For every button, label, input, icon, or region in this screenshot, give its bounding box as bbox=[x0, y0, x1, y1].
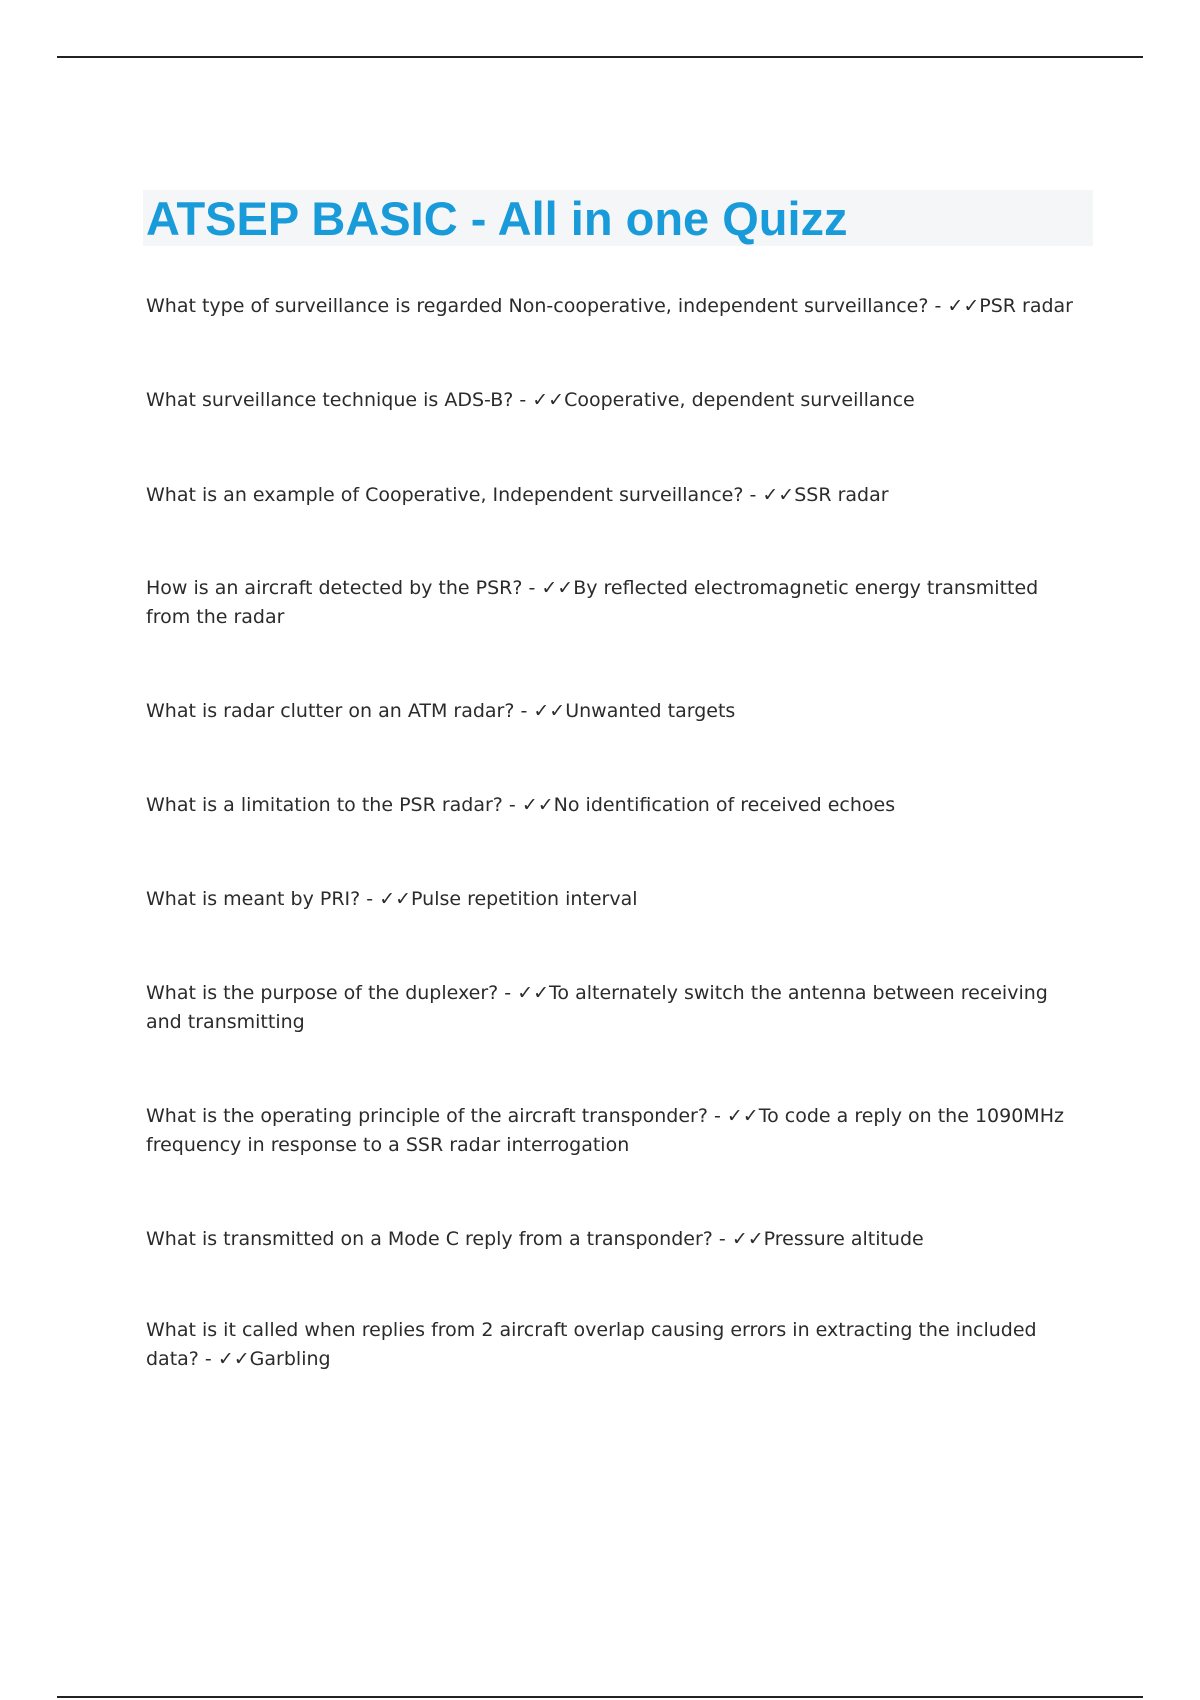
qa-item bbox=[146, 979, 1086, 1037]
bottom-rule bbox=[57, 1696, 1143, 1698]
separator: - bbox=[498, 982, 518, 1004]
answer-text: To code a reply on the 1090MHz frequency in response to a SSR radar interrogation bbox=[146, 1105, 1064, 1156]
qa-item bbox=[146, 1102, 1086, 1160]
top-rule bbox=[57, 56, 1143, 58]
check-mark-icon: ✓✓ bbox=[762, 484, 795, 506]
separator: - bbox=[502, 794, 522, 816]
question-text: What is radar clutter on an ATM radar? bbox=[146, 700, 515, 722]
qa-item bbox=[146, 1316, 1086, 1374]
check-mark-icon: ✓✓ bbox=[379, 888, 412, 910]
separator: - bbox=[198, 1348, 218, 1370]
question-text: What is meant by PRI? bbox=[146, 888, 361, 910]
answer-text: SSR radar bbox=[794, 484, 889, 506]
answer-text: PSR radar bbox=[979, 295, 1073, 317]
check-mark-icon: ✓✓ bbox=[731, 1228, 764, 1250]
question-text: What surveillance technique is ADS-B? bbox=[146, 389, 514, 411]
separator: - bbox=[514, 700, 534, 722]
question-text: What is the purpose of the duplexer? bbox=[146, 982, 499, 1004]
separator: - bbox=[513, 389, 533, 411]
qa-item bbox=[146, 292, 1086, 321]
answer-text: Cooperative, dependent surveillance bbox=[564, 389, 915, 411]
check-mark-icon: ✓✓ bbox=[541, 577, 574, 599]
answer-text: Pressure altitude bbox=[763, 1228, 924, 1250]
qa-item bbox=[146, 574, 1086, 632]
question-text: What is it called when replies from 2 aircraft overlap causing errors in extracting the included data? bbox=[146, 1319, 1037, 1370]
check-mark-icon: ✓✓ bbox=[517, 982, 550, 1004]
question-text: How is an aircraft detected by the PSR? bbox=[146, 577, 523, 599]
check-mark-icon: ✓✓ bbox=[217, 1348, 250, 1370]
qa-item bbox=[146, 697, 1086, 726]
check-mark-icon: ✓✓ bbox=[521, 794, 554, 816]
separator: - bbox=[707, 1105, 727, 1127]
check-mark-icon: ✓✓ bbox=[726, 1105, 759, 1127]
question-text: What is the operating principle of the aircraft transponder? bbox=[146, 1105, 708, 1127]
qa-item bbox=[146, 791, 1086, 820]
separator: - bbox=[743, 484, 763, 506]
check-mark-icon: ✓✓ bbox=[947, 295, 980, 317]
question-text: What is transmitted on a Mode C reply from a transponder? bbox=[146, 1228, 713, 1250]
question-text: What is a limitation to the PSR radar? bbox=[146, 794, 503, 816]
answer-text: By reflected electromagnetic energy transmitted from the radar bbox=[146, 577, 1039, 628]
qa-item bbox=[146, 1225, 1086, 1254]
document-title: ATSEP BASIC - All in one Quizz bbox=[146, 192, 848, 245]
separator: - bbox=[712, 1228, 732, 1250]
question-text: What type of surveillance is regarded Non-cooperative, independent surveillance? bbox=[146, 295, 929, 317]
separator: - bbox=[360, 888, 380, 910]
check-mark-icon: ✓✓ bbox=[532, 389, 565, 411]
qa-item bbox=[146, 481, 1086, 510]
check-mark-icon: ✓✓ bbox=[533, 700, 566, 722]
question-text: What is an example of Cooperative, Independent surveillance? bbox=[146, 484, 744, 506]
answer-text: Garbling bbox=[249, 1348, 331, 1370]
separator: - bbox=[522, 577, 542, 599]
answer-text: Unwanted targets bbox=[565, 700, 736, 722]
qa-item bbox=[146, 885, 1086, 914]
answer-text: Pulse repetition interval bbox=[411, 888, 638, 910]
answer-text: To alternately switch the antenna between receiving and transmitting bbox=[146, 982, 1048, 1033]
answer-text: No identification of received echoes bbox=[553, 794, 896, 816]
separator: - bbox=[928, 295, 948, 317]
qa-item bbox=[146, 386, 1086, 415]
